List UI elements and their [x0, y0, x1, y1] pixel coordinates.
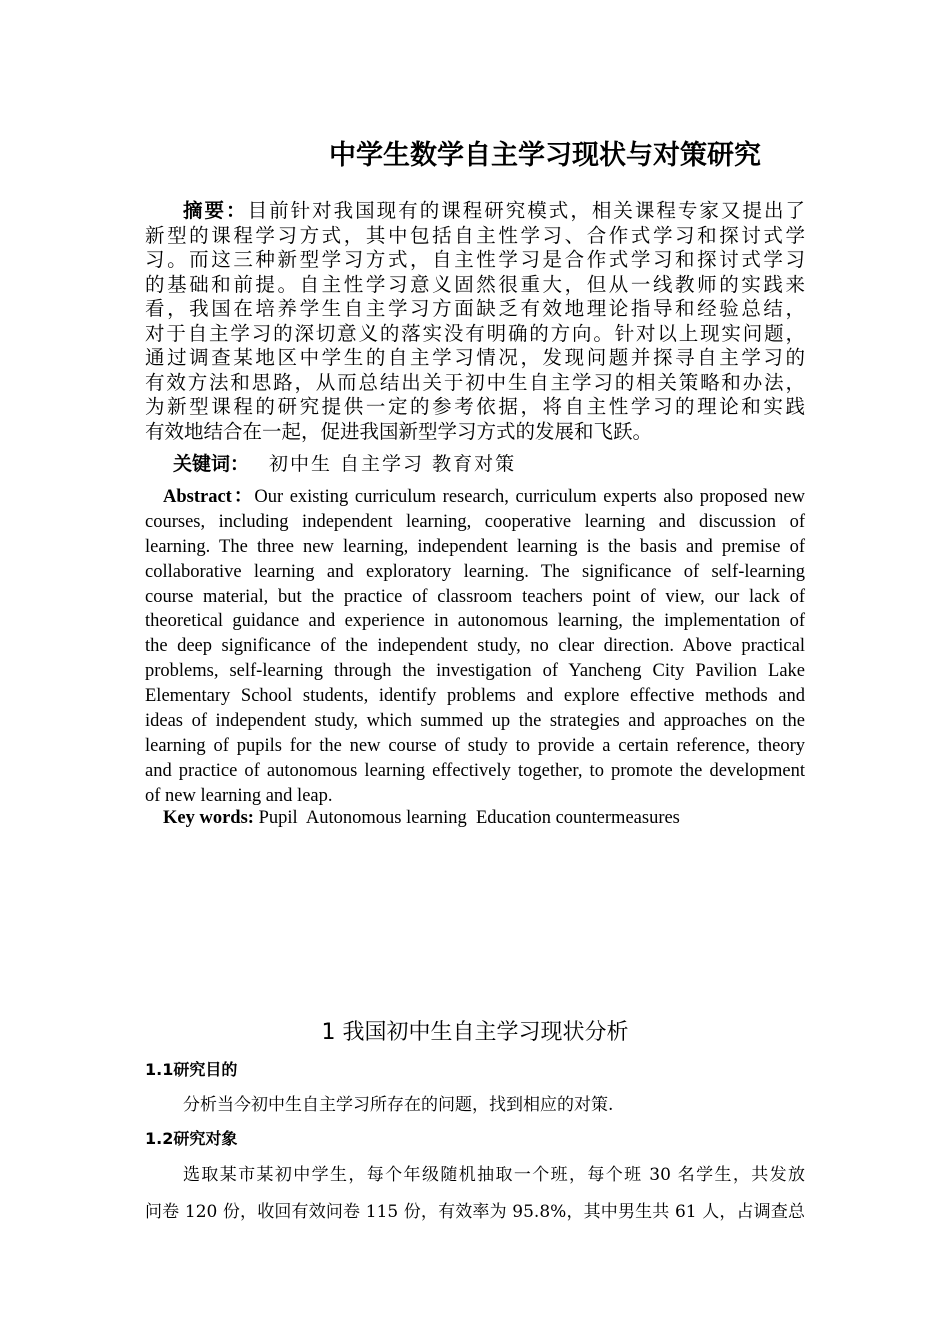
- abstract-line: courses, including independent learning, cooperative learning and discussion of: [145, 511, 805, 532]
- abstract-line: course material, but the practice of classroom teachers point of view, our lack of: [145, 586, 805, 607]
- subsection-heading: 1.2研究对象: [145, 1129, 238, 1148]
- paragraph-line: 问卷 120 份，收回有效问卷 115 份，有效率为 95.8%，其中男生共 61 人，占调查总: [145, 1202, 805, 1222]
- subsection-heading: 1.1研究目的: [145, 1060, 238, 1079]
- abstract-line: 看，我国在培养学生自主学习方面缺乏有效地理论指导和经验总结，: [145, 297, 805, 320]
- abstract-line: problems, self-learning through the investigation of Yancheng City Pavilion Lake: [145, 661, 805, 682]
- abstract-line: of new learning and leap.: [145, 785, 333, 806]
- abstract-line: 习。而这三种新型学习方式，自主性学习是合作式学习和探讨式学习: [145, 248, 805, 271]
- chinese-keywords: [173, 449, 516, 476]
- abstract-line: Elementary School students, identify problems and explore effective methods and: [145, 686, 805, 707]
- abstract-label: Abstract：: [163, 487, 255, 507]
- chinese-abstract: [145, 199, 805, 444]
- section-heading: 1 我国初中生自主学习现状分析: [321, 1020, 629, 1045]
- abstract-line: 有效方法和思路，从而总结出关于初中生自主学习的相关策略和办法，: [145, 370, 805, 394]
- keywords-value: 初中生 自主学习 教育对策: [269, 453, 517, 475]
- abstract-label: 摘要：: [183, 199, 248, 222]
- paragraph-line: 选取某市某初中学生，每个年级随机抽取一个班，每个班 30 名学生，共发放: [183, 1165, 805, 1185]
- abstract-line: 对于自主学习的深切意义的落实没有明确的方向。针对以上现实问题，: [145, 321, 805, 345]
- keywords-value: Pupil Autonomous learning Education countermeasures: [258, 808, 680, 828]
- abstract-line: collaborative learning and exploratory learning. The significance of self-learning: [145, 561, 805, 582]
- abstract-line: Abstract：Our existing curriculum research, curriculum experts also proposed new: [163, 487, 805, 507]
- abstract-line: 的基础和前提。自主性学习意义固然很重大，但从一线教师的实践来: [145, 272, 805, 296]
- abstract-line: and practice of autonomous learning effectively together, to promote the development: [145, 760, 805, 781]
- abstract-line: learning. The three new learning, independent learning is the basis and premise of: [145, 536, 805, 557]
- abstract-line: learning of pupils for the new course of study to provide a certain reference, theory: [145, 735, 805, 756]
- abstract-line: theoretical guidance and experience in autonomous learning, the implementation of: [145, 611, 805, 632]
- abstract-line: 为新型课程的研究提供一定的参考依据，将自主性学习的理论和实践: [145, 395, 805, 418]
- paragraph: 分析当今初中生自主学习所存在的问题，找到相应的对策.: [183, 1095, 614, 1115]
- keywords-label: Key words:: [163, 808, 254, 828]
- abstract-line: 通过调查某地区中学生的自主学习情况，发现问题并探寻自主学习的: [145, 346, 805, 369]
- abstract-line: 新型的课程学习方式，其中包括自主性学习、合作式学习和探讨式学: [145, 223, 805, 247]
- abstract-line: the deep significance of the independent study, no clear direction. Above practical: [145, 636, 805, 657]
- english-keywords: [163, 808, 680, 829]
- document-title: 中学生数学自主学习现状与对策研究: [329, 140, 761, 171]
- abstract-line: 有效地结合在一起，促进我国新型学习方式的发展和飞跃。: [145, 419, 653, 443]
- abstract-line: ideas of independent study, which summed up the strategies and approaches on the: [145, 711, 805, 732]
- keywords-label: 关键词：: [173, 453, 250, 475]
- abstract-line: 摘要：目前针对我国现有的课程研究模式，相关课程专家又提出了: [183, 199, 805, 222]
- english-abstract: [145, 485, 805, 809]
